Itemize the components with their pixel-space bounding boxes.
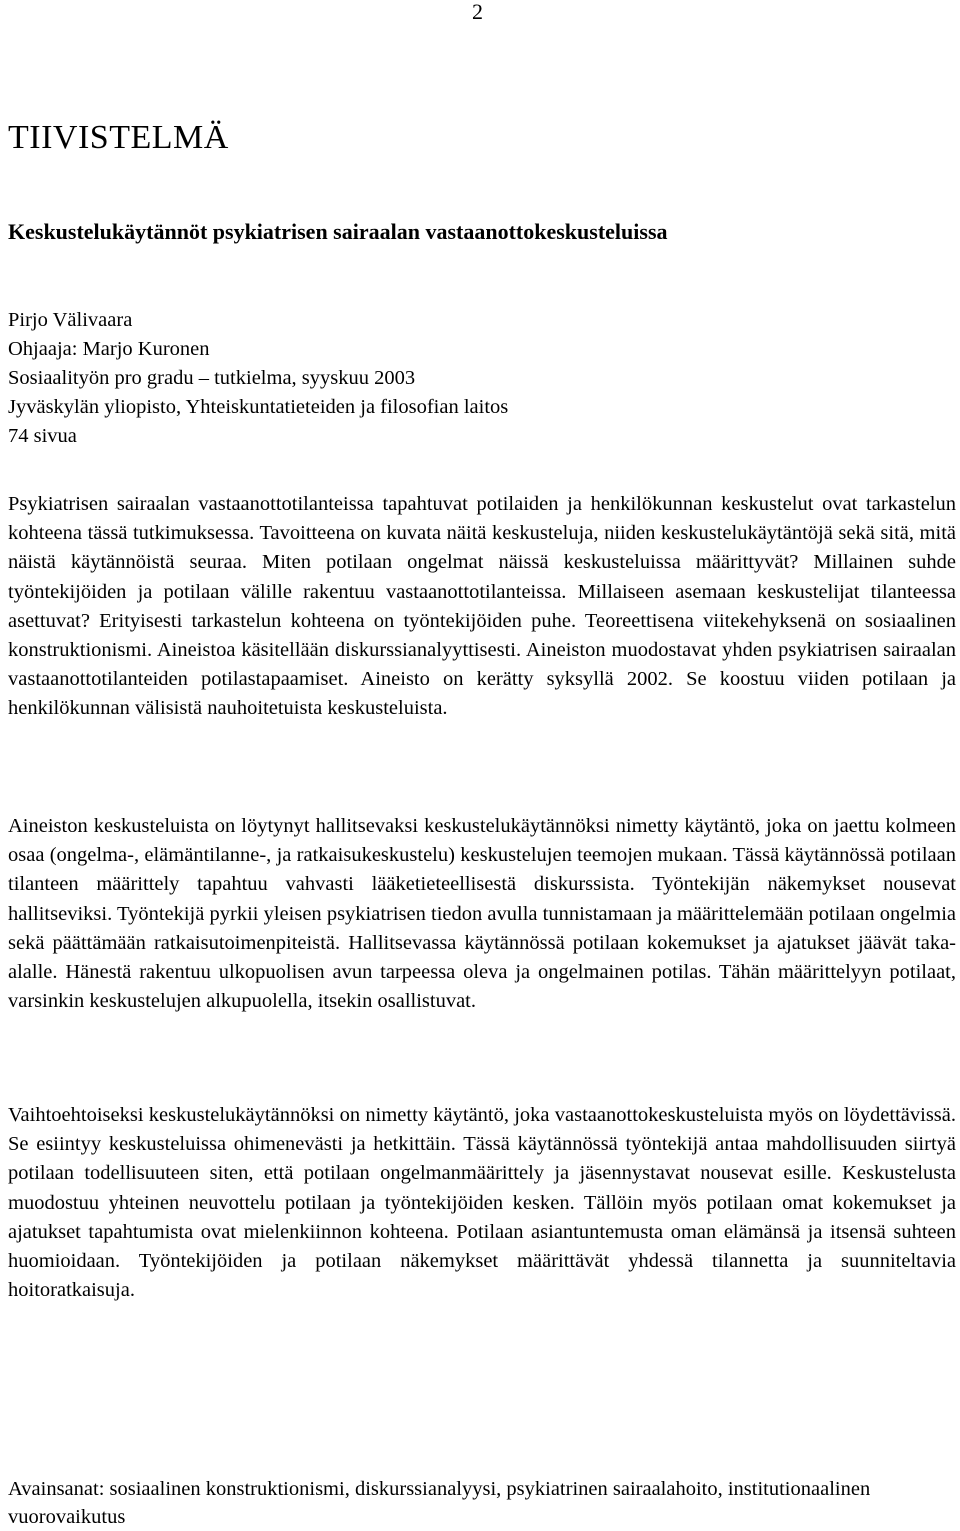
page-title: TIIVISTELMÄ — [8, 119, 229, 156]
page-number: 2 — [472, 0, 483, 24]
abstract-paragraph-3: Vaihtoehtoiseksi keskustelukäytännöksi on nimetty käytäntö, joka vastaanottokeskusteluista myös on löydettävissä. Se esiintyy keskusteluissa ohimenevästi ja hetkittäin. Tässä käytännössä työntekijä antaa mahdollisuuden siirtyä potilaan todellisuuteen siten, että potilaan ongelmanmäärittely ja jäsennystavat nousevat esille. Keskustelusta muodostuu yhteinen neuvottelu potilaan ja työntekijöiden kesken. Tällöin myös potilaan omat kokemukset ja ajatukset tapahtumista ovat mielenkiinnon kohteena. Potilaan asiantuntemusta oman elämänsä ja itsensä suhteen huomioidaan. Työntekijöiden ja potilaan näkemykset määrittävät yhdessä tilannetta ja suunniteltavia hoitoratkaisuja. — [8, 1104, 956, 1302]
institution-line: Jyväskylän yliopisto, Yhteiskuntatieteiden ja filosofian laitos — [8, 396, 509, 418]
abstract-paragraph-1: Psykiatrisen sairaalan vastaanottotilanteissa tapahtuvat potilaiden ja henkilökunnan keskustelut ovat tarkastelun kohteena tässä tutkimuksessa. Tavoitteena on kuvata näitä keskusteluja, niiden keskustelukäytäntöjä sekä sitä, mitä näistä käytännöistä seuraa. Miten potilaan ongelmat näissä keskusteluissa määrittyvät? Millainen suhde työntekijöiden ja potilaan välille rakentuu vastaanottotilanteissa. Millaiseen asemaan keskustelijat tilanteessa asettuvat? Erityisesti tarkastelun kohteena on työntekijöiden puhe. Teoreettisena viitekehyksenä on sosiaalinen konstruktionismi. Aineistoa käsitellään diskurssianalyyttisesti. Aineiston muodostavat yhden psykiatrisen sairaalan vastaanottotilanteiden potilastapaamiset. Aineisto on kerätty syksyllä 2002. Se koostuu viiden potilaan ja henkilökunnan välisistä nauhoitetuista keskusteluista. — [8, 493, 956, 720]
author-line: Pirjo Välivaara — [8, 309, 133, 331]
abstract-paragraph-2: Aineiston keskusteluista on löytynyt hallitsevaksi keskustelukäytännöksi nimetty käytäntö, joka on jaettu kolmeen osaa (ongelma-, elämäntilanne-, ja ratkaisukeskustelu) keskustelujen teemojen mukaan. Tässä käytännössä potilaan tilanteen määrittely tapahtuu vahvasti lääketieteellisestä diskurssista. Työntekijän näkemykset nousevat hallitseviksi. Työntekijä pyrkii yleisen psykiatrisen tiedon avulla tunnistamaan ja määrittelemään potilaan ongelmia sekä päättämään ratkaisutoimenpiteistä. Hallitsevassa käytännössä potilaan kokemukset ja ajatukset jäävät taka-alalle. Hänestä rakentuu ulkopuolisen avun tarpeessa oleva ja ongelmainen potilas. Tähän määrittelyyn potilaat, varsinkin keskustelujen alkupuolella, itsekin osallistuvat. — [8, 815, 956, 1013]
thesis-type-line: Sosiaalityön pro gradu – tutkielma, syyskuu 2003 — [8, 367, 416, 389]
keywords: Avainsanat: sosiaalinen konstruktionismi, diskurssianalyysi, psykiatrinen sairaalahoito, institutionaalinen vuorovaikutus — [8, 1478, 871, 1528]
thesis-meta — [8, 306, 508, 451]
supervisor-line: Ohjaaja: Marjo Kuronen — [8, 338, 210, 360]
page-count-line: 74 sivua — [8, 425, 77, 447]
thesis-subtitle: Keskustelukäytännöt psykiatrisen sairaalan vastaanottokeskusteluissa — [8, 219, 668, 244]
